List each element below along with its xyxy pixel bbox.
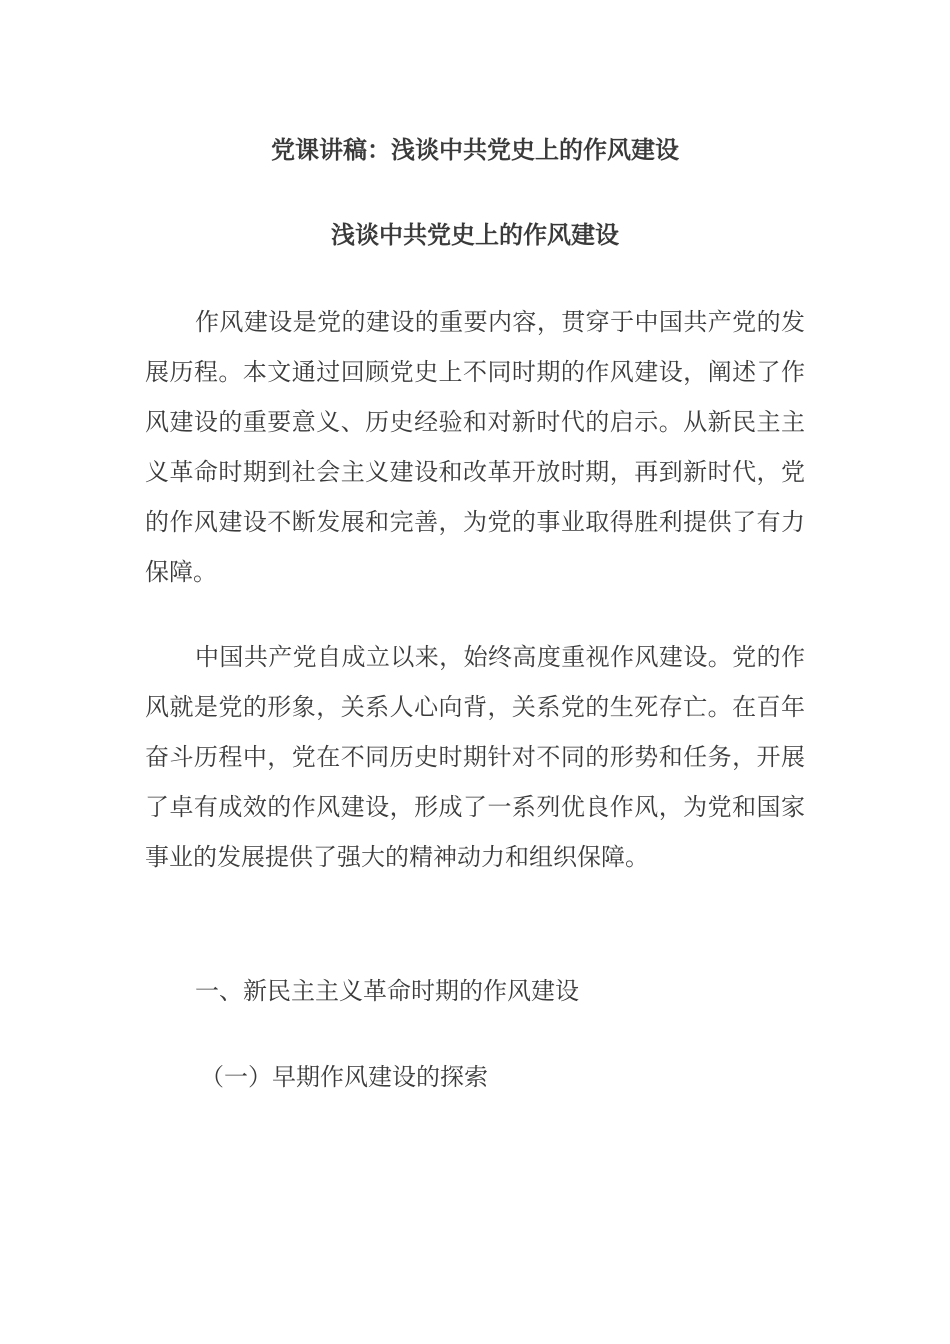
document-subtitle: 浅谈中共党史上的作风建设 [331,221,619,249]
paragraph-overview: 中国共产党自成立以来，始终高度重视作风建设。党的作风就是党的形象，关系人心向背，关系党的生死存亡。在百年奋斗历程中，党在不同历史时期针对不同的形势和任务，开展了卓有成效的作风建设，形成了一系列优良作风，为党和国家事业的发展提供了强大的精神动力和组织保障。 [145,643,805,871]
document-title: 党课讲稿：浅谈中共党史上的作风建设 [271,136,679,164]
section-heading: 一、新民主主义革命时期的作风建设 [195,977,579,1005]
paragraph-intro: 作风建设是党的建设的重要内容，贯穿于中国共产党的发展历程。本文通过回顾党史上不同时期的作风建设，阐述了作风建设的重要意义、历史经验和对新时代的启示。从新民主主义革命时期到社会主义建设和改革开放时期，再到新时代，党的作风建设不断发展和完善，为党的事业取得胜利提供了有力保障。 [145,308,805,586]
subsection-heading: （一）早期作风建设的探索 [200,1063,488,1091]
